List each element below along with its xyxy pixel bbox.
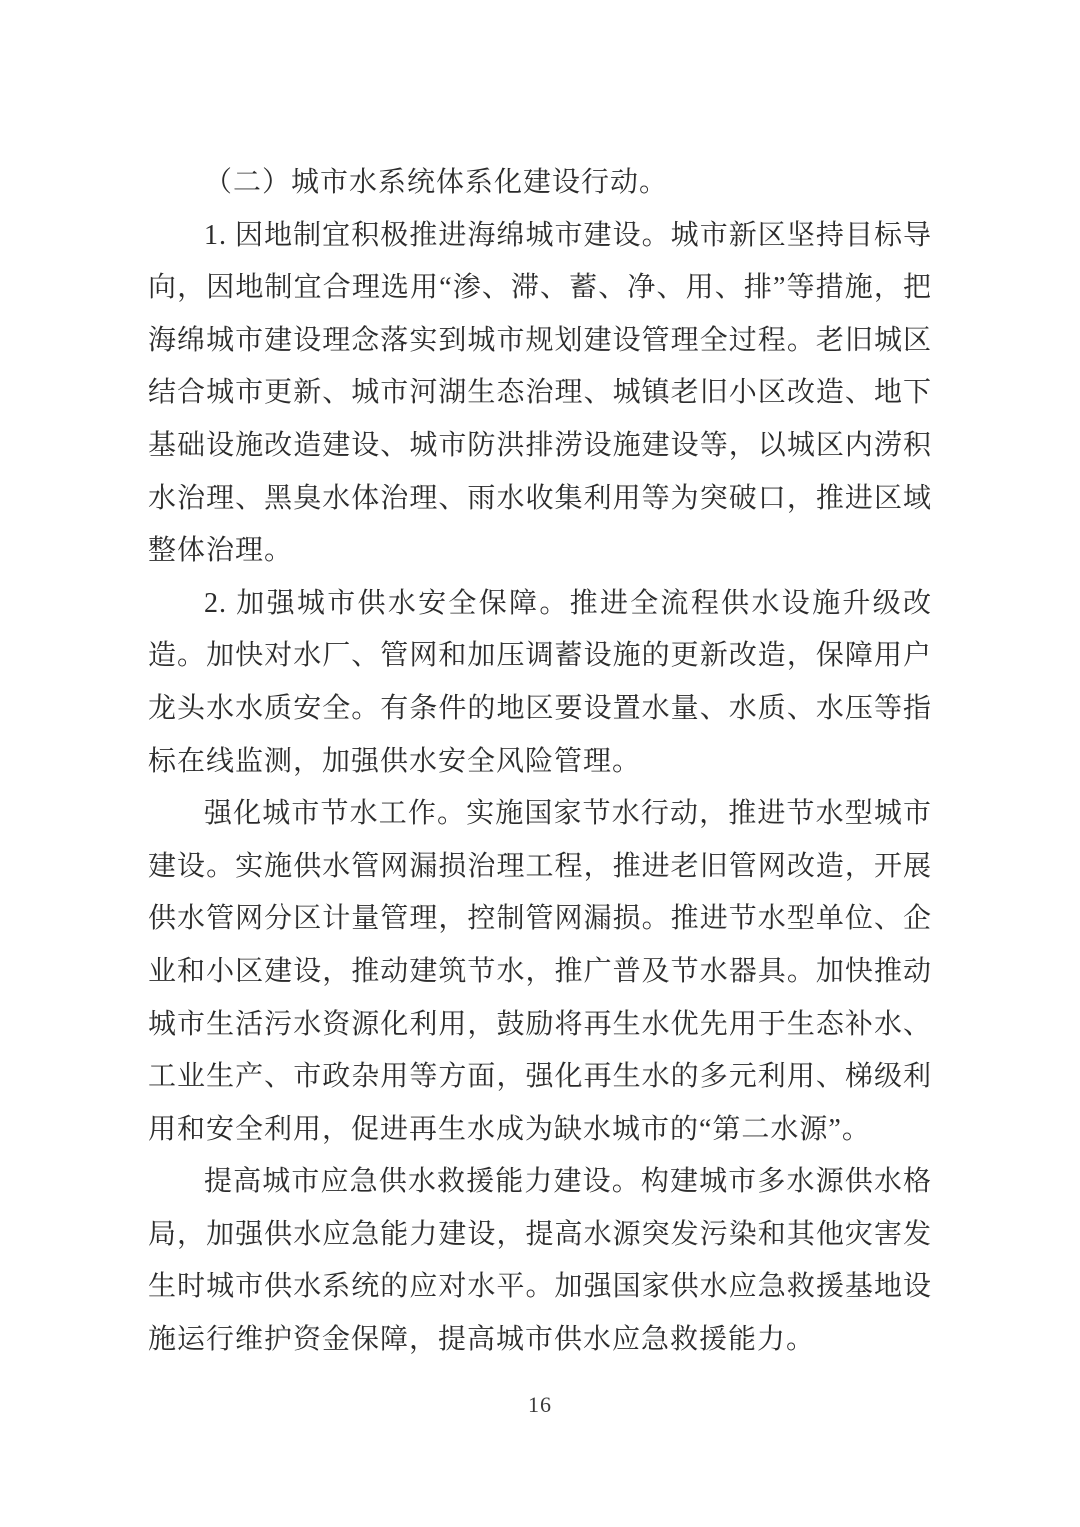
document-body <box>148 157 932 1367</box>
section-heading: （二）城市水系统体系化建设行动。 <box>204 167 669 198</box>
paragraph-sponge-city: 1. 因地制宜积极推进海绵城市建设。城市新区坚持目标导向，因地制宜合理选用“渗、滞、蓄、净、用、排”等措施，把海绵城市建设理念落实到城市规划建设管理全过程。老旧城区结合城市更新、城市河湖生态治理、城镇老旧小区改造、地下基础设施改造建设、城市防洪排涝设施建设等，以城区内涝积水治理、黑臭水体治理、雨水收集利用等为突破口，推进区域整体治理。 <box>148 219 932 567</box>
paragraph-emergency-water-supply: 提高城市应急供水救援能力建设。构建城市多水源供水格局，加强供水应急能力建设，提高水源突发污染和其他灾害发生时城市供水系统的应对水平。加强国家供水应急救援基地设施运行维护资金保障，提高城市供水应急救援能力。 <box>148 1166 932 1356</box>
paragraph-water-saving: 强化城市节水工作。实施国家节水行动，推进节水型城市建设。实施供水管网漏损治理工程，推进老旧管网改造，开展供水管网分区计量管理，控制管网漏损。推进节水型单位、企业和小区建设，推动建筑节水，推广普及节水器具。加快推动城市生活污水资源化利用，鼓励将再生水优先用于生态补水、工业生产、市政杂用等方面，强化再生水的多元利用、梯级利用和安全利用，促进再生水成为缺水城市的“第二水源”。 <box>148 798 932 1145</box>
page-number: 16 <box>528 1392 552 1417</box>
page-footer <box>0 1392 1080 1418</box>
paragraph-water-supply-safety: 2. 加强城市供水安全保障。推进全流程供水设施升级改造。加快对水厂、管网和加压调蓄设施的更新改造，保障用户龙头水水质安全。有条件的地区要设置水量、水质、水压等指标在线监测，加强供水安全风险管理。 <box>148 587 932 777</box>
